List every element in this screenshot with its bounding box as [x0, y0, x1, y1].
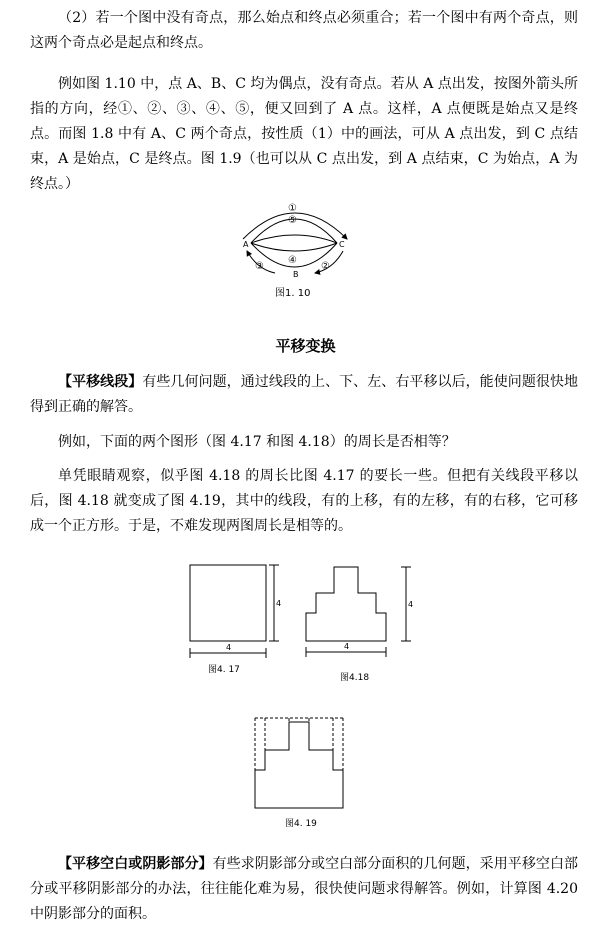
figure-1-10-caption: 图1. 10: [275, 288, 311, 299]
figure-4-19: [245, 710, 365, 835]
fig417-width-label: 4: [226, 643, 232, 652]
paragraph-perimeter-explanation: 单凭眼睛观察，似乎图 4.18 的周长比图 4.17 的要长一些。但把有关线段平移以后，图 4.18 就变成了图 4.19，其中的线段，有的上移，有的左移，有的右移，它可移成一个正方形。于是，不难发现两图周长是相等的。: [30, 468, 578, 534]
step-1-label: ①: [288, 203, 297, 214]
fig418-height-label: 4: [408, 600, 414, 609]
translate-shaded-text: 有些求阴影部分或空白部分面积的几何题，采用平移空白部分或平移阴影部分的办法，往往能化难为易，很快使问题求得解答。例如，计算图 4.20 中阴影部分的面积。: [30, 856, 579, 922]
point-a-label: A: [243, 240, 249, 249]
translate-segments-text: 有些几何问题，通过线段的上、下、左、右平移以后，能使问题很快地得到正确的解答。: [30, 374, 579, 415]
figure-4-17-caption: 图4. 17: [208, 665, 240, 675]
section-heading-translation: 平移变换: [275, 337, 336, 355]
figure-1-10: [225, 195, 365, 303]
fig418-width-label: 4: [344, 642, 350, 651]
paragraph-odd-points: （2）若一个图中没有奇点，那么始点和终点必须重合；若一个图中有两个奇点，则这两个奇点必是起点和终点。: [30, 10, 578, 51]
figure-4-18: [298, 555, 423, 690]
point-b-label: B: [293, 270, 299, 279]
translate-shaded-label: 【平移空白或阴影部分】: [58, 856, 213, 872]
figure-4-17: [180, 555, 290, 685]
step-3-label: ③: [255, 261, 264, 272]
paragraph-example-1-10: 例如图 1.10 中，点 A、B、C 均为偶点，没有奇点。若从 A 点出发，按图外箭头所指的方向，经①、②、③、④、⑤，便又回到了 A 点。这样，A 点便既是始点又是终点。而图 1.8 中有 A、C 两个奇点，按性质（1）中的画法，可从 A 点出发，到 C 点结束，A 是始点，C 是终点。图 1.9（也可以从 C 点出发，到 A 点结束，C 为始点，A 为终点。）: [30, 76, 578, 192]
fig417-height-label: 4: [276, 599, 282, 608]
paragraph-translate-segments: [30, 370, 578, 420]
paragraph-translate-shaded: [30, 852, 578, 927]
figure-4-18-caption: 图4.18: [340, 673, 370, 683]
step-5-label: ⑤: [288, 215, 297, 226]
figure-4-19-caption: 图4. 19: [285, 819, 317, 829]
paragraph-perimeter-question: 例如，下面的两个图形（图 4.17 和图 4.18）的周长是否相等？: [58, 434, 456, 450]
translate-segments-label: 【平移线段】: [58, 374, 143, 390]
point-c-label: C: [339, 240, 345, 249]
step-2-label: ②: [321, 261, 330, 272]
step-4-label: ④: [288, 255, 297, 266]
